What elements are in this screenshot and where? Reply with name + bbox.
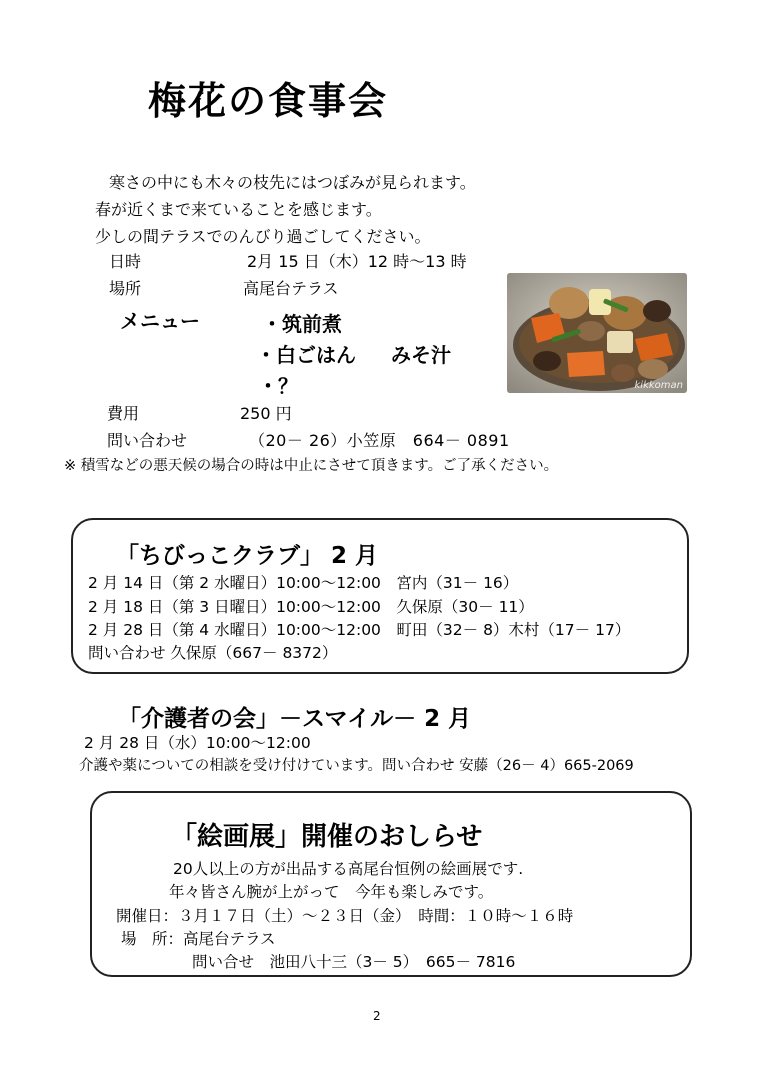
intro-line-2: 春が近くまで来ていることを感じます。 (95, 200, 382, 219)
exhibition-contact: 問い合せ 池田八十三（3－ 5） 665－ 7816 (192, 953, 516, 971)
exhibition-line-2: 年々皆さん腕が上がって 今年も楽しみです。 (169, 883, 494, 901)
contact-label: 問い合わせ (107, 431, 188, 450)
chibikko-title: 「ちびっこクラブ」 2 月 (116, 543, 379, 569)
exhibition-title: 「絵画展」開催のおしらせ (171, 822, 483, 852)
food-illustration (507, 273, 687, 393)
kaigo-description: 介護や薬についての相談を受け付けています。問い合わせ 安藤（26－ 4）665-2069 (79, 758, 634, 774)
kaigo-title: 「介護者の会」－スマイル－ 2 月 (118, 706, 472, 732)
fee-value: 250 円 (240, 404, 292, 423)
exhibition-place: 場 所：高尾台テラス (121, 930, 276, 948)
exhibition-period: 開催日：３月１７日（土）～２３日（金） 時間：１０時～１６時 (116, 907, 574, 925)
menu-item-2: ・白ごはん (256, 343, 356, 367)
chibikko-row-1: 2 月 14 日（第 2 水曜日）10:00～12:00 宮内（31－ 16） (88, 574, 519, 592)
kaigo-date: 2 月 28 日（水）10:00～12:00 (84, 734, 311, 752)
intro-line-1: 寒さの中にも木々の枝先にはつぼみが見られます。 (109, 173, 476, 192)
menu-label: メニュー (120, 309, 200, 333)
date-value: 2月 15 日（木）12 時～13 時 (247, 252, 467, 271)
notice-text: ※ 積雪などの悪天候の場合の時は中止にさせて頂きます。ご了承ください。 (64, 458, 559, 474)
place-value: 高尾台テラス (243, 279, 339, 298)
chibikko-contact: 問い合わせ 久保原（667－ 8372） (88, 644, 338, 662)
photo-watermark: kikkoman (634, 380, 683, 391)
chibikko-row-3: 2 月 28 日（第 4 水曜日）10:00～12:00 町田（32－ 8）木村（17－ 17） (88, 621, 631, 639)
fee-label: 費用 (107, 404, 140, 423)
intro-line-3: 少しの間テラスでのんびり過ごしてください。 (95, 227, 431, 246)
chibikko-row-2: 2 月 18 日（第 3 日曜日）10:00～12:00 久保原（30－ 11） (88, 598, 534, 616)
date-label: 日時 (109, 252, 142, 271)
chikuzenni-photo (507, 273, 687, 393)
place-label: 場所 (109, 279, 142, 298)
page-title: 梅花の食事会 (148, 79, 389, 123)
menu-item-4: ・？ (258, 374, 298, 398)
contact-value: （20－ 26）小笠原 664－ 0891 (249, 431, 510, 450)
menu-item-1: ・筑前煮 (262, 312, 342, 336)
menu-item-3: みそ汁 (391, 343, 451, 367)
exhibition-line-1: 20人以上の方が出品する高尾台恒例の絵画展です. (173, 860, 524, 878)
page-number: 2 (373, 1009, 381, 1023)
